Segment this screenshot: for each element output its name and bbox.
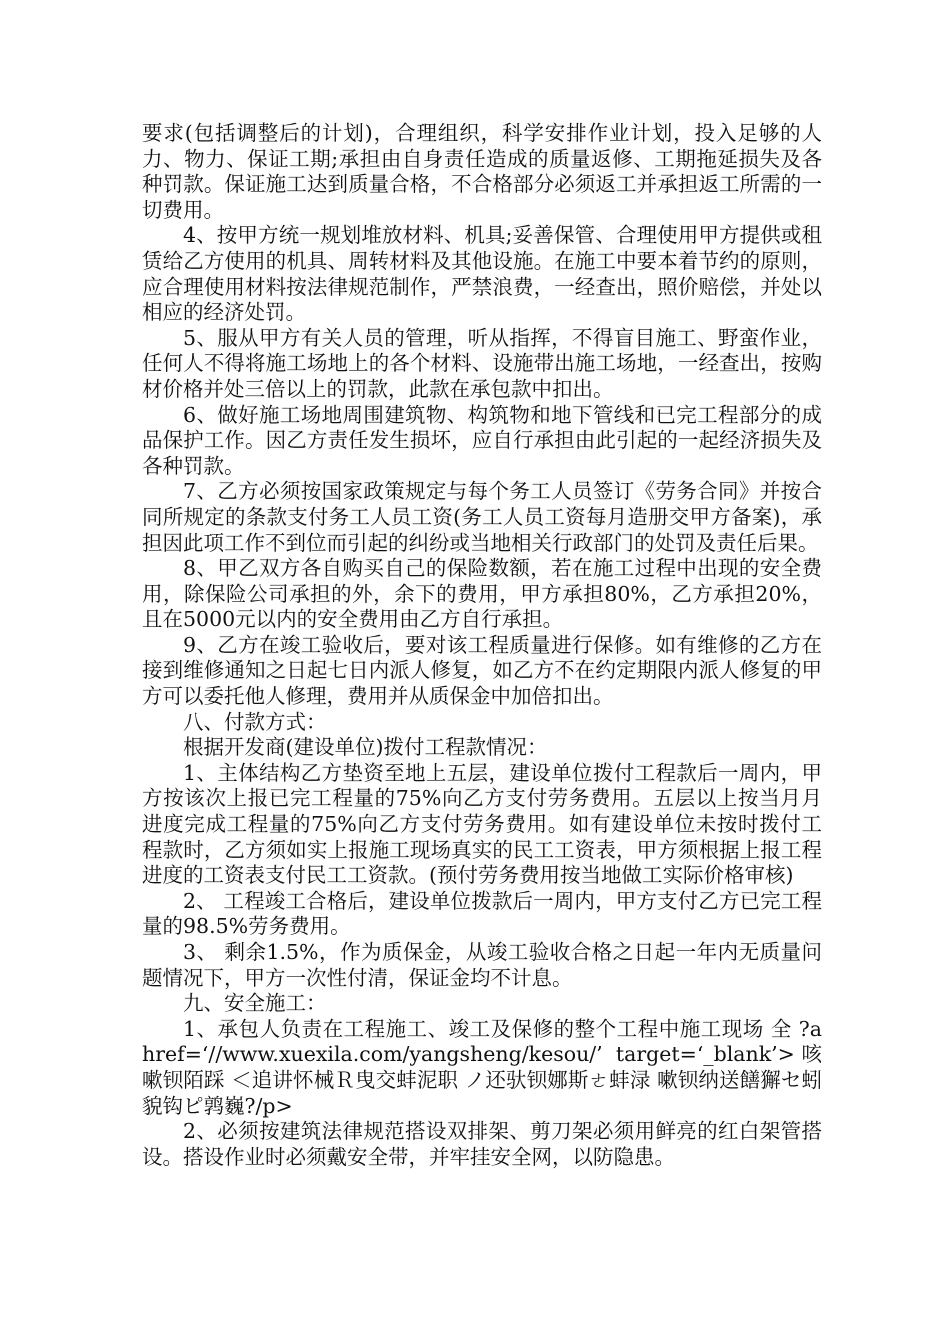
paragraph-continuation: 要求(包括调整后的计划)，合理组织，科学安排作业计划，投入足够的人力、物力、保证工期;承担由自身责任造成的质量返修、工期拖延损失及各种罚款。保证施工达到质量合格，不合格部分必须返工并承担返工所需的一切费用。 <box>142 121 822 222</box>
paragraph-payment-3: 3、 剩余1.5%，作为质保金，从竣工验收合格之日起一年内无质量问题情况下，甲方一次性付清，保证金均不计息。 <box>142 940 822 990</box>
paragraph-payment-2: 2、 工程竣工合格后，建设单位拨款后一周内，甲方支付乙方已完工程量的98.5%劳务费用。 <box>142 888 822 939</box>
document-body <box>142 121 822 1170</box>
paragraph-item-6: 6、做好施工场地周围建筑物、构筑物和地下管线和已完工程部分的成品保护工作。因乙方责任发生损坏，应自行承担由此引起的一起经济损失及各种罚款。 <box>142 402 822 478</box>
paragraph-safety-2: 2、必须按建筑法律规范搭设双排架、剪刀架必须用鲜亮的红白架管搭设。搭设作业时必须戴安全带，并牢挂安全网，以防隐患。 <box>142 1119 822 1169</box>
paragraph-item-9: 9、乙方在竣工验收后，要对该工程质量进行保修。如有维修的乙方在接到维修通知之日起七日内派人修复，如乙方不在约定期限内派人修复的甲方可以委托他人修理，费用并从质保金中加倍扣出。 <box>142 632 822 709</box>
paragraph-item-4: 4、按甲方统一规划堆放材料、机具;妥善保管、合理使用甲方提供或租赁给乙方使用的机具、周转材料及其他设施。在施工中要本着节约的原则，应合理使用材料按法律规范制作，严禁浪费，一经查出，照价赔偿，并处以相应的经济处罚。 <box>142 223 822 325</box>
paragraph-payment-1: 1、主体结构乙方垫资至地上五层，建设单位拨付工程款后一周内，甲方按该次上报已完工程量的75%向乙方支付劳务费用。五层以上按当月月进度完成工程量的75%向乙方支付劳务费用。如有建设单位未按时拨付工程款时，乙方须如实上报施工现场真实的民工工资表，甲方须根据上报工程进度的工资表支付民工工资款。(预付劳务费用按当地做工实际价格审核) <box>142 760 822 888</box>
section-heading-payment: 八、付款方式： <box>183 709 327 734</box>
paragraph-item-8: 8、甲乙双方各自购买自己的保险数额，若在施工过程中出现的安全费用，除保险公司承担的外，余下的费用，甲方承担80%，乙方承担20%，且在5000元以内的安全费用由乙方自行承担。 <box>142 556 822 632</box>
section-heading-safety: 九、安全施工： <box>183 991 327 1016</box>
paragraph-item-5: 5、服从甲方有关人员的管理，听从指挥，不得盲目施工、野蛮作业，任何人不得将施工场地上的各个材料、设施带出施工场地，一经查出，按购材价格并处三倍以上的罚款，此款在承包款中扣出。 <box>142 325 822 401</box>
paragraph-safety-1: 1、承包人负责在工程施工、竣工及保修的整个工程中施工现场 全 ?a href=‘//www.xuexila.com/yangsheng/kesou/’ target=‘_blank’>咳嗽钡陌踩 ＜追讲怀械Ｒ曳交蚌泥职 ノ还驮钡娜斯ㄜ蚌渌 嗽钡纳送饍獬セ蚓 貌钩ピ鹑巍?/p> <box>142 1016 822 1118</box>
paragraph-item-7: 7、乙方必须按国家政策规定与每个务工人员签订《劳务合同》并按合同所规定的条款支付务工人员工资(务工人员工资每月造册交甲方备案)，承担因此项工作不到位而引起的纠纷或当地相关行政部门的处罚及责任后果。 <box>142 479 822 555</box>
paragraph-payment-intro: 根据开发商(建设单位)拨付工程款情况： <box>183 735 548 760</box>
